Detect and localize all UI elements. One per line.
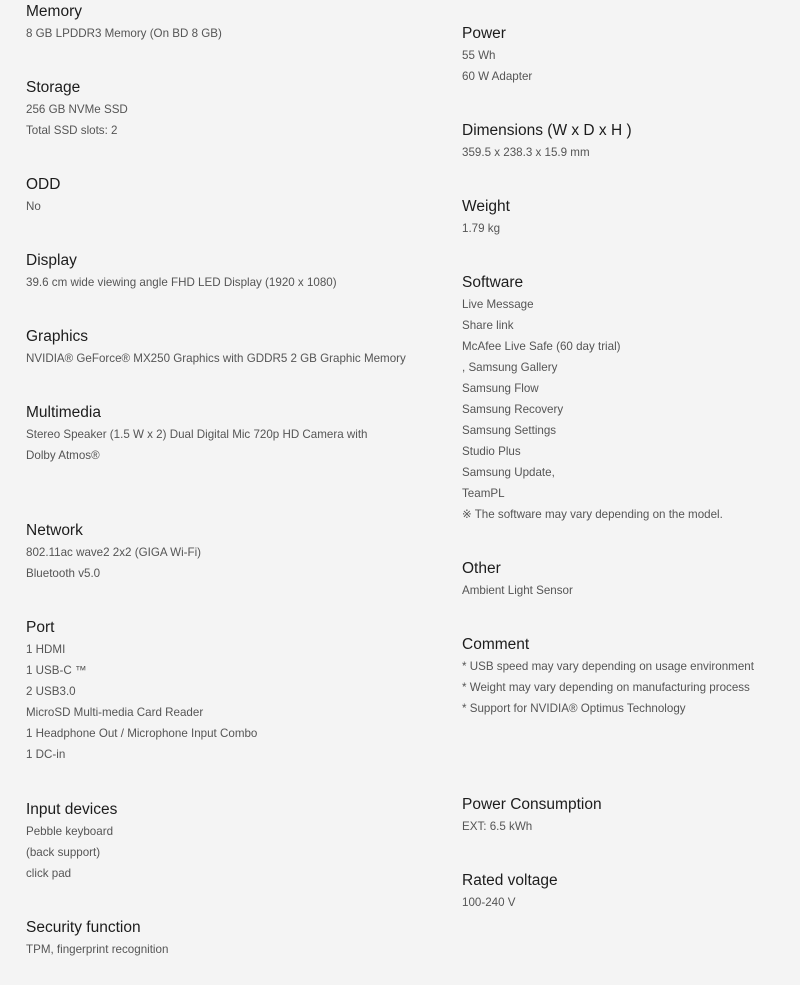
spec-value: Live Message (462, 298, 534, 311)
spec-value: 100-240 V (462, 896, 516, 909)
spec-title: Port (26, 619, 55, 636)
spec-value: TPM, fingerprint recognition (26, 943, 169, 956)
spec-title: Comment (462, 636, 530, 653)
spec-value: click pad (26, 867, 72, 880)
spec-title: Graphics (26, 328, 89, 345)
spec-value: Total SSD slots: 2 (26, 124, 118, 137)
spec-item-dimensions (462, 121, 632, 163)
spec-item-port (26, 618, 257, 765)
spec-value: * Support for NVIDIA® Optimus Technology (462, 702, 686, 715)
spec-value: EXT: 6.5 kWh (462, 820, 533, 833)
spec-value: TeamPL (462, 487, 505, 500)
spec-value: * USB speed may vary depending on usage environment (462, 660, 754, 673)
spec-value: , Samsung Gallery (462, 361, 558, 374)
spec-title: Display (26, 252, 77, 269)
spec-title: Software (462, 274, 524, 291)
spec-title: Security function (26, 919, 141, 936)
spec-value: * Weight may vary depending on manufacturing process (462, 681, 750, 694)
spec-value: Samsung Update, (462, 466, 555, 479)
spec-value: 1 Headphone Out / Microphone Input Combo (26, 727, 258, 740)
spec-item-multimedia (26, 403, 368, 466)
spec-item-network (26, 521, 201, 584)
spec-title: Power Consumption (462, 796, 602, 813)
spec-item-security-function (26, 918, 168, 960)
spec-item-display (26, 251, 337, 293)
spec-title: Multimedia (26, 404, 101, 421)
spec-item-power-consumption (462, 795, 602, 837)
spec-item-storage (26, 78, 128, 141)
spec-value: 802.11ac wave2 2x2 (GIGA Wi-Fi) (26, 546, 202, 559)
spec-value: Ambient Light Sensor (462, 584, 573, 597)
spec-value: Share link (462, 319, 514, 332)
spec-value: 2 USB3.0 (26, 685, 76, 698)
spec-value: Pebble keyboard (26, 825, 114, 838)
spec-item-odd (26, 175, 60, 217)
spec-value: Samsung Flow (462, 382, 539, 395)
spec-title: Weight (462, 198, 510, 215)
spec-value: NVIDIA® GeForce® MX250 Graphics with GDDR5 2 GB Graphic Memory (26, 352, 406, 365)
spec-value: 1 USB-C ™ (26, 664, 87, 677)
spec-value: Samsung Settings (462, 424, 557, 437)
spec-value: 256 GB NVMe SSD (26, 103, 128, 116)
spec-title: ODD (26, 176, 61, 193)
spec-title: Other (462, 560, 501, 577)
spec-title: Dimensions (W x D x H ) (462, 122, 632, 139)
spec-title: Storage (26, 79, 81, 96)
spec-value: (back support) (26, 846, 101, 859)
spec-value: 1 HDMI (26, 643, 66, 656)
spec-value: 55 Wh (462, 49, 496, 62)
spec-value: MicroSD Multi-media Card Reader (26, 706, 204, 719)
spec-value: 60 W Adapter (462, 70, 533, 83)
spec-item-weight (462, 197, 510, 239)
spec-item-software (462, 273, 723, 525)
spec-item-memory (26, 2, 222, 44)
spec-title: Network (26, 522, 83, 539)
spec-title: Power (462, 25, 506, 42)
spec-title: Rated voltage (462, 872, 558, 889)
spec-value: No (26, 200, 41, 213)
spec-value: Studio Plus (462, 445, 521, 458)
spec-item-comment (462, 635, 754, 719)
spec-item-graphics (26, 327, 406, 369)
spec-item-input-devices (26, 800, 117, 884)
spec-value: 39.6 cm wide viewing angle FHD LED Display (1920 x 1080) (26, 276, 337, 289)
spec-title: Input devices (26, 801, 118, 818)
spec-item-power (462, 24, 532, 87)
spec-value: 1.79 kg (462, 222, 501, 235)
spec-value: Bluetooth v5.0 (26, 567, 101, 580)
spec-value: 359.5 x 238.3 x 15.9 mm (462, 146, 590, 159)
spec-item-other (462, 559, 573, 601)
spec-value: McAfee Live Safe (60 day trial) (462, 340, 621, 353)
spec-item-rated-voltage (462, 871, 558, 913)
spec-value: ※ The software may vary depending on the model. (462, 508, 723, 521)
spec-value: 8 GB LPDDR3 Memory (On BD 8 GB) (26, 27, 222, 40)
spec-title: Memory (26, 3, 82, 20)
spec-value: Stereo Speaker (1.5 W x 2) Dual Digital Mic 720p HD Camera with (26, 428, 368, 441)
spec-value: 1 DC-in (26, 748, 66, 761)
spec-value: Samsung Recovery (462, 403, 564, 416)
spec-value: Dolby Atmos® (26, 449, 100, 462)
